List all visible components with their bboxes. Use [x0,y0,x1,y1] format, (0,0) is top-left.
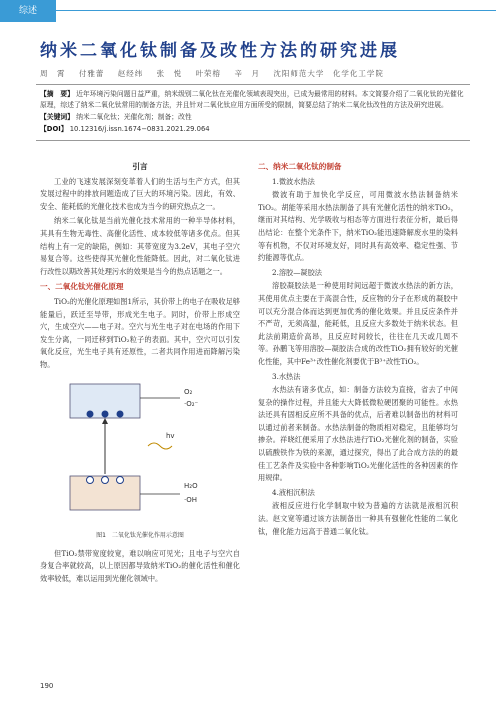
paragraph: 液相反应进行化学制取中较为普遍的方法就是液相沉积法。赵文宽等通过该方法制备出一种具有强催化性能的二氧化钛，催化能力远高于普通二氧化钛。 [258,501,458,536]
light-wave-icon [148,443,172,449]
electron-dot [117,410,124,417]
page-number: 190 [40,682,54,690]
paragraph: 纳米二氧化钛是当前光催化技术常用的一种半导体材料，其具有生物无毒性、高催化活性、成本较低等诸多优点。但其结构上有一定的缺陷，例如：其带宽度为3.2eV，其电子空穴易复合等。这些使得其光催化性能降低。因此，对二氧化钛进行改性以期改善其处理污水的效果是当今的热点话题之一。 [40,216,240,276]
intro-heading: 引言 [132,162,148,171]
subsection-title: 1.微波水热法 [272,176,315,186]
hv-label: hv [166,431,175,440]
author: 赵经纬 [117,69,144,78]
author: 张 悦 [156,69,183,78]
author-line [40,68,460,79]
doi-text: 10.12316/j.issn.1674−0831.2021.29.064 [69,125,210,133]
section-heading: 一、二氧化钛光催化原理 [40,282,124,292]
photocatalysis-diagram [40,376,240,526]
paper-title: 纳米二氧化钛制备及改性方法的研究进展 [40,41,400,61]
superoxide-label: ·O₂⁻ [184,399,199,408]
left-column [40,158,240,587]
subsection-title: 4.液相沉积法 [272,487,315,497]
abstract [40,89,466,111]
top-divider [56,10,496,11]
paragraph: 工业的飞速发展深刻变革着人们的生活与生产方式，但其发展过程中的排放问题造成了巨大的环境污染。因此，有效、安全、能耗低的光催化技术也成为当今的研究热点之一。 [40,176,240,211]
paragraph: TiO₂的光催化原理如图1所示，其价带上的电子在吸收足够能量后，跃迁至导带，形成光生电子。同时，价带上形成空穴，生成空穴——电子对。空穴与光生电子对在电场的作用下发生分离，一同迁移到TiO₂粒子的表面。其中，空穴可以引发氧化反应，光生电子具有还原性，二者共同作用进而降解污染物。 [40,296,240,369]
section-heading: 二、纳米二氧化钛的制备 [258,162,342,171]
hydroxyl-label: ·OH [184,495,197,504]
o2-label: O₂ [184,387,193,396]
h2o-label: H₂O [184,481,198,490]
author: 周 霄 [40,69,66,78]
subsection-title: 3.水热法 [272,371,301,381]
paragraph: 但TiO₂禁带宽度较宽，难以响应可见光；且电子与空穴自身复合率就较高，以上原因都导致纳米TiO₂的催化活性和催化效率较低，难以运用到光催化领域中。 [40,548,240,583]
author: 付雅蕾 [78,69,105,78]
electron-dot [87,410,94,417]
top-bar [0,0,496,22]
keywords-label: 【关键词】 [40,113,74,121]
paragraph: 水热法有诸多优点，如：制备方法较为直接，省去了中间复杂的操作过程，并且能大大降低微粒硬团聚的可能性。水热法还具有固相反应所不具备的优点，后者难以制备出的材料可以通过前者来制备。水热法制备的物质相对稳定，且能够均匀掺杂。祥晓红便采用了水热法进行TiO₂光催化剂的制备，实验以硫酸铁作为铁的来源，通过探究，得出了此合成方法的的最佳工艺条件及实验中各种影响TiO₂光催化活性的各种因素的作用规律。 [258,385,458,483]
doi-label: 【DOI】 [40,125,68,133]
keywords [40,112,466,123]
affiliation: 沈阳师范大学 化学化工学院 [273,69,384,78]
author: 辛 月 [234,69,260,78]
paragraph: 溶胶凝胶法是一种使用时间远超于微波水热法的新方法，其使用优点主要在于高混合性，反应物的分子在形成的凝胶中可以充分混合体而达到更加优秀的催化效果。并且反应条件并不严苛，无须高温，能耗低，且反应大多数处于纳米状态。但此法前期造价高昂，且反应时间较长，往往在几天或几周不等。孙鹏飞等用溶胶—凝胶法合成的改性TiO₂拥有较好的光催化性能，其中Fe³⁺改性催化剂要优于B³⁺改性TiO₂。 [258,281,458,366]
paragraph: 微波有助于加快化学反应，可用微波水热法制备纳米TiO₂。胡能等采用水热法制备了具有光催化活性的纳米TiO₂，继而对其结构、光学吸收与相态等方面进行表征分析，最后得出结论：在整个光条件下，纳米TiO₂能迅速降解废水里的染料等有机物，不仅对环境友好，同时具有高效率、稳定性强、节约能源等优点。 [258,190,458,263]
hole-dot [102,476,109,483]
abstract-label: 【摘 要】 [40,90,74,98]
section-tag: 综述 [0,0,56,22]
arrow-head [102,418,108,424]
figure-caption: 图1 二氧化钛光催化作用示意图 [96,532,184,540]
doi [40,124,466,135]
keywords-text: 纳米二氧化钛；光催化剂；制备；改性 [76,113,192,121]
abstract-box [36,84,470,141]
subsection-title: 2.溶胶—凝胶法 [272,267,322,277]
hole-dot [117,476,124,483]
electron-dot [102,410,109,417]
hole-dot [87,476,94,483]
figure-photocatalysis [40,376,240,546]
author: 叶荣榕 [195,69,222,78]
right-column [258,158,458,540]
abstract-text: 近年环境污染问题日益严重，纳米级别二氧化钛在光催化领域表现突出，已成为最常用的材料。本文简要介绍了二氧化钛的光催化原理，综述了纳米二氧化钛常用的制备方法，并且针对二氧化钛应用方面所受的限制，简要总结了纳米二氧化钛改性的方法及研究进展。 [40,90,464,109]
